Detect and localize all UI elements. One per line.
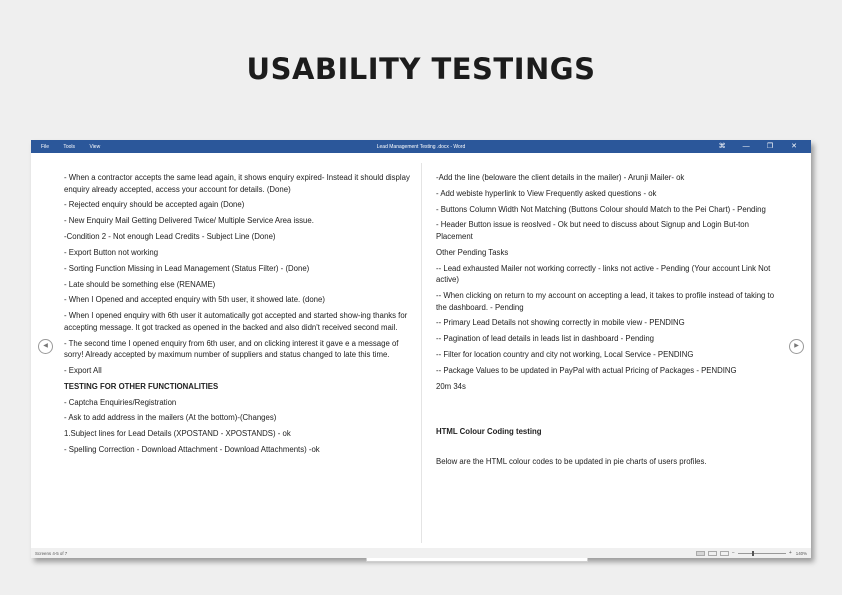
list-item: - Rejected enquiry should be accepted again (Done) bbox=[64, 200, 245, 210]
section-heading: HTML Colour Coding testing bbox=[436, 427, 542, 437]
print-layout-view-icon[interactable] bbox=[708, 551, 717, 556]
zoom-out-button[interactable]: − bbox=[731, 550, 735, 556]
list-item: - Buttons Column Width Not Matching (Buttons Colour should Match to the Pei Chart) - Pending bbox=[436, 204, 766, 214]
prev-page-button[interactable] bbox=[38, 339, 53, 354]
list-item: - When I Opened and accepted enquiry with 5th user, it showed late. (done) bbox=[64, 295, 325, 305]
zoom-level[interactable]: 140% bbox=[795, 550, 807, 556]
right-column bbox=[436, 172, 782, 472]
list-item: -- Primary Lead Details not showing correctly in mobile view - PENDING bbox=[436, 318, 685, 328]
list-item: - Sorting Function Missing in Lead Management (Status Filter) - (Done) bbox=[64, 263, 310, 273]
zoom-slider-thumb[interactable] bbox=[752, 551, 754, 556]
page-indicator: Screens 4-5 of 7 bbox=[35, 551, 68, 556]
list-item: -- Lead exhausted Mailer not working correctly - links not active - Pending (Your account Link Not active) bbox=[436, 263, 771, 285]
status-right bbox=[696, 550, 807, 556]
title-bar bbox=[31, 140, 811, 153]
column-divider bbox=[421, 163, 422, 543]
close-icon[interactable]: ✕ bbox=[791, 143, 797, 150]
section-heading: TESTING FOR OTHER FUNCTIONALITIES bbox=[64, 381, 219, 391]
list-item: - The second time I opened enquiry from 6th user, and on clicking interest it gave e a message of sorry! Already accepted by maximum number of suppliers and status changed to late this time. bbox=[64, 338, 399, 360]
zoom-in-button[interactable]: + bbox=[788, 550, 792, 556]
list-item: -- Package Values to be updated in PayPal with actual Pricing of Packages - PENDING bbox=[436, 365, 737, 375]
slide-title: USABILITY TESTINGS bbox=[246, 52, 596, 86]
list-item: - Header Button issue is reoslved - Ok but need to discuss about Signup and Login But-ton Placement bbox=[436, 220, 749, 242]
list-item: - Captcha Enquiries/Registration bbox=[64, 397, 177, 407]
minimize-icon[interactable]: — bbox=[742, 143, 750, 150]
web-layout-view-icon[interactable] bbox=[720, 551, 729, 556]
list-item: 1.Subject lines for Lead Details (XPOSTAND - XPOSTANDS) - ok bbox=[64, 429, 291, 439]
list-item: -- When clicking on return to my account on accepting a lead, it takes to profile instead of taking to the dashboard. - Pending bbox=[436, 291, 775, 312]
list-item: -Condition 2 - Not enough Lead Credits - Subject Line (Done) bbox=[64, 232, 276, 242]
list-item: - Add webiste hyperlink to View Frequently asked questions - ok bbox=[436, 188, 657, 198]
restore-icon[interactable]: ❐ bbox=[766, 143, 774, 150]
options-icon[interactable]: ⌘ bbox=[718, 143, 726, 150]
zoom-slider[interactable] bbox=[738, 553, 786, 554]
read-mode-view-icon[interactable] bbox=[696, 551, 705, 556]
status-bar bbox=[31, 548, 811, 558]
section-heading: Other Pending Tasks bbox=[436, 247, 509, 257]
timer-text: 20m 34s bbox=[436, 381, 466, 391]
menu-view[interactable]: View bbox=[89, 144, 101, 150]
menu-bar bbox=[41, 144, 113, 150]
list-item: - Late should be something else (RENAME) bbox=[64, 279, 216, 289]
list-item: - Ask to add address in the mailers (At the bottom)-(Changes) bbox=[64, 413, 277, 423]
document-page bbox=[31, 153, 811, 548]
menu-tools[interactable]: Tools bbox=[63, 144, 76, 150]
list-item: - When I opened enquiry with 6th user it automatically got accepted and started show-ing thanks for accepting message. It got tracked as opened in the backed and also didn't received second mail. bbox=[64, 311, 408, 332]
list-item: -Add the line (beloware the client details in the mailer) - Arunji Mailer- ok bbox=[436, 173, 685, 182]
document-title: Lead Management Testing .docx - Word bbox=[376, 144, 466, 150]
list-item: - New Enquiry Mail Getting Delivered Twice/ Multiple Service Area issue. bbox=[64, 216, 314, 226]
list-item: - Spelling Correction - Download Attachment - Download Attachments) -ok bbox=[64, 445, 320, 455]
chevron-right-icon: ▶ bbox=[794, 343, 799, 349]
window-controls bbox=[711, 142, 805, 150]
list-item: -- Filter for location country and city not working, Local Service - PENDING bbox=[436, 350, 694, 360]
list-item: -- Pagination of lead details in leads list in dashboard - Pending bbox=[436, 334, 655, 344]
next-page-button[interactable] bbox=[789, 339, 804, 354]
chevron-left-icon: ◀ bbox=[43, 343, 48, 349]
list-item: - Export All bbox=[64, 365, 102, 375]
left-column bbox=[64, 172, 410, 460]
menu-file[interactable]: File bbox=[41, 144, 50, 150]
list-item: Below are the HTML colour codes to be updated in pie charts of users profiles. bbox=[436, 456, 707, 466]
list-item: - When a contractor accepts the same lead again, it shows enquiry expired- Instead it should display enquiry already accepted, access your account for details. (Done) bbox=[64, 173, 410, 194]
word-window bbox=[31, 140, 811, 558]
list-item: - Export Button not working bbox=[64, 247, 159, 257]
